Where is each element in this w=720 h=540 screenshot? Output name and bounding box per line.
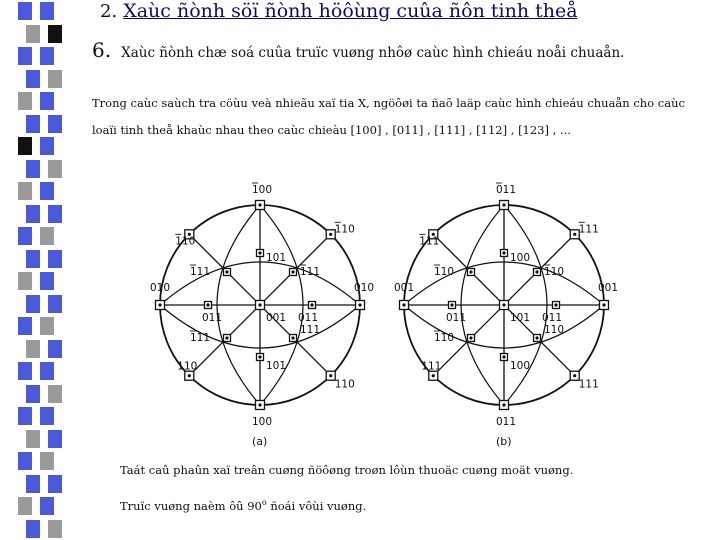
strip-square <box>46 68 64 90</box>
strip-square <box>38 315 56 337</box>
strip-square <box>46 338 64 360</box>
strip-square <box>24 113 42 135</box>
fig-b-pole-label: 100 <box>510 252 531 264</box>
fig-a-pole-label: 101 <box>266 252 287 264</box>
fig-a-pole-label: 010 <box>150 282 171 294</box>
strip-square <box>16 180 34 202</box>
fig-b-pole-dot <box>469 270 472 273</box>
strip-square <box>38 405 56 427</box>
strip-square <box>38 270 56 292</box>
strip-square <box>24 338 42 360</box>
fig-a-figure-caption: (a) <box>252 435 268 448</box>
fig-b-pole-label: 011 <box>496 416 517 428</box>
fig-b-pole-dot <box>502 203 505 206</box>
fig-b-pole-dot <box>502 303 505 306</box>
fig-a-pole-dot <box>258 403 261 406</box>
strip-square <box>46 113 64 135</box>
fig-b-pole-label: 011 <box>446 312 467 324</box>
fig-a-pole-dot <box>258 355 261 358</box>
paragraph-line-1: Trong caùc saùch tra cöùu veà nhieãu xaï tia X, ngöôøi ta ñaõ laäp caùc hình chieáu chuaån cho caùc <box>92 96 685 110</box>
fig-a-pole-label: 111 <box>190 332 211 344</box>
strip-square <box>24 68 42 90</box>
strip-square <box>46 158 64 180</box>
strip-square <box>24 158 42 180</box>
fig-b-pole-label: 101 <box>510 312 531 324</box>
fig-b-pole-dot <box>502 403 505 406</box>
fig-b-pole-label: 110 <box>434 266 455 278</box>
strip-square <box>16 360 34 382</box>
strip-square <box>46 23 64 45</box>
fig-a-pole-label: 110 <box>175 235 196 248</box>
fig-a-pole-label: 001 <box>266 312 287 324</box>
fig-a-pole-label: 110 <box>334 223 355 236</box>
caption-zone-axis-text: Truïc vuøng naèm ôû 90 <box>120 498 262 513</box>
strip-square <box>24 293 42 315</box>
fig-b-pole-label: 110 <box>434 332 455 344</box>
fig-b-pole-label: 001 <box>598 282 619 294</box>
fig-b-pole-label: 100 <box>510 360 531 372</box>
paragraph-line-2: loaïi tinh theå khaùc nhau theo caùc chieàu [100] , [011] , [111] , [112] , [123] , ... <box>92 123 571 137</box>
strip-square <box>24 383 42 405</box>
fig-b-pole-label: 111 <box>421 360 442 373</box>
fig-a-pole-dot <box>225 270 228 273</box>
strip-square <box>24 428 42 450</box>
fig-b-pole-dot <box>502 355 505 358</box>
strip-square <box>16 0 34 22</box>
fig-a-pole-label: 111 <box>300 266 321 278</box>
fig-a-pole-label: 100 <box>252 184 273 196</box>
fig-b-pole-label: 110 <box>544 266 565 278</box>
strip-square <box>38 225 56 247</box>
strip-square <box>38 180 56 202</box>
fig-b-pole-dot <box>573 233 576 236</box>
strip-square <box>38 90 56 112</box>
strip-square <box>46 293 64 315</box>
fig-b-pole-dot <box>602 303 605 306</box>
fig-a-pole-dot <box>188 374 191 377</box>
strip-square <box>38 45 56 67</box>
strip-square <box>16 405 34 427</box>
fig-b-pole-dot <box>554 303 557 306</box>
fig-b-pole-dot <box>469 336 472 339</box>
fig-a-pole-dot <box>258 203 261 206</box>
fig-b-figure-caption: (b) <box>496 435 512 448</box>
fig-b-pole-dot <box>573 374 576 377</box>
fig-b-pole-label: 111 <box>578 223 599 236</box>
strip-square <box>24 473 42 495</box>
strip-square <box>16 495 34 517</box>
fig-a-pole-label: 110 <box>334 378 355 391</box>
fig-a-pole-label: 110 <box>177 360 198 373</box>
decorative-square-strip <box>16 0 68 540</box>
strip-square <box>16 90 34 112</box>
fig-b-pole-dot <box>450 303 453 306</box>
fig-a-pole-dot <box>206 303 209 306</box>
fig-a-pole-dot <box>158 303 161 306</box>
title-text: Xaùc ñònh söï ñònh höôùng cuûa ñôn tinh theå <box>123 0 578 22</box>
item-text: Xaùc ñònh chæ soá cuûa truïc vuøng nhôø caùc hình chieáu noåi chuaån. <box>121 45 625 61</box>
fig-a-pole-dot <box>225 336 228 339</box>
strip-square <box>16 270 34 292</box>
fig-a-pole-dot <box>358 303 361 306</box>
title-number: 2. <box>100 1 118 22</box>
fig-a-pole-label: 011 <box>298 312 319 324</box>
strip-square <box>16 135 34 157</box>
degree-mark: o <box>261 498 267 507</box>
fig-b-pole-dot <box>535 336 538 339</box>
strip-square <box>16 315 34 337</box>
fig-a-pole-dot <box>258 303 261 306</box>
stereographic-projection-b <box>384 180 634 465</box>
caption-zone-axis-tail: ñoái vôùi vuøng. <box>266 498 367 513</box>
numbered-item <box>92 38 624 62</box>
slide-title <box>100 0 578 22</box>
fig-b-pole-dot <box>402 303 405 306</box>
strip-square <box>46 248 64 270</box>
strip-square <box>46 203 64 225</box>
fig-a-pole-label: 100 <box>252 416 273 428</box>
strip-square <box>38 450 56 472</box>
strip-square <box>16 450 34 472</box>
strip-square <box>24 518 42 540</box>
fig-a-pole-dot <box>329 233 332 236</box>
fig-b-pole-label: 001 <box>394 282 415 294</box>
fig-a-pole-dot <box>258 251 261 254</box>
strip-square <box>46 428 64 450</box>
fig-b-pole-label: 011 <box>542 312 563 324</box>
strip-square <box>46 473 64 495</box>
fig-a-pole-label: 111 <box>300 324 321 336</box>
strip-square <box>38 360 56 382</box>
fig-b-pole-dot <box>535 270 538 273</box>
fig-b-pole-label: 111 <box>578 378 599 391</box>
fig-a-pole-dot <box>291 270 294 273</box>
strip-square <box>38 0 56 22</box>
fig-a-pole-label: 101 <box>266 360 287 372</box>
strip-square <box>46 383 64 405</box>
fig-a-pole-label: 111 <box>190 266 211 278</box>
strip-square <box>24 23 42 45</box>
strip-square <box>16 45 34 67</box>
fig-a-pole-label: 010 <box>354 282 375 294</box>
fig-b-pole-dot <box>502 251 505 254</box>
fig-a-pole-dot <box>291 336 294 339</box>
strip-square <box>24 203 42 225</box>
fig-a-pole-dot <box>310 303 313 306</box>
fig-a-pole-label: 011 <box>202 312 223 324</box>
item-number: 6. <box>92 38 112 62</box>
fig-b-pole-dot <box>432 374 435 377</box>
strip-square <box>46 518 64 540</box>
fig-a-pole-dot <box>329 374 332 377</box>
strip-square <box>38 135 56 157</box>
stereographic-projection-a <box>140 180 390 465</box>
caption-great-circle: Taát caû phaûn xaï treân cuøng ñöôøng troøn lôùn thuoäc cuøng moät vuøng. <box>120 463 574 477</box>
caption-zone-axis <box>120 498 366 513</box>
fig-b-pole-label: 111 <box>419 235 440 248</box>
strip-square <box>24 248 42 270</box>
fig-b-pole-label: 110 <box>544 324 565 336</box>
strip-square <box>16 225 34 247</box>
strip-square <box>38 495 56 517</box>
fig-b-pole-label: 011 <box>496 184 517 196</box>
